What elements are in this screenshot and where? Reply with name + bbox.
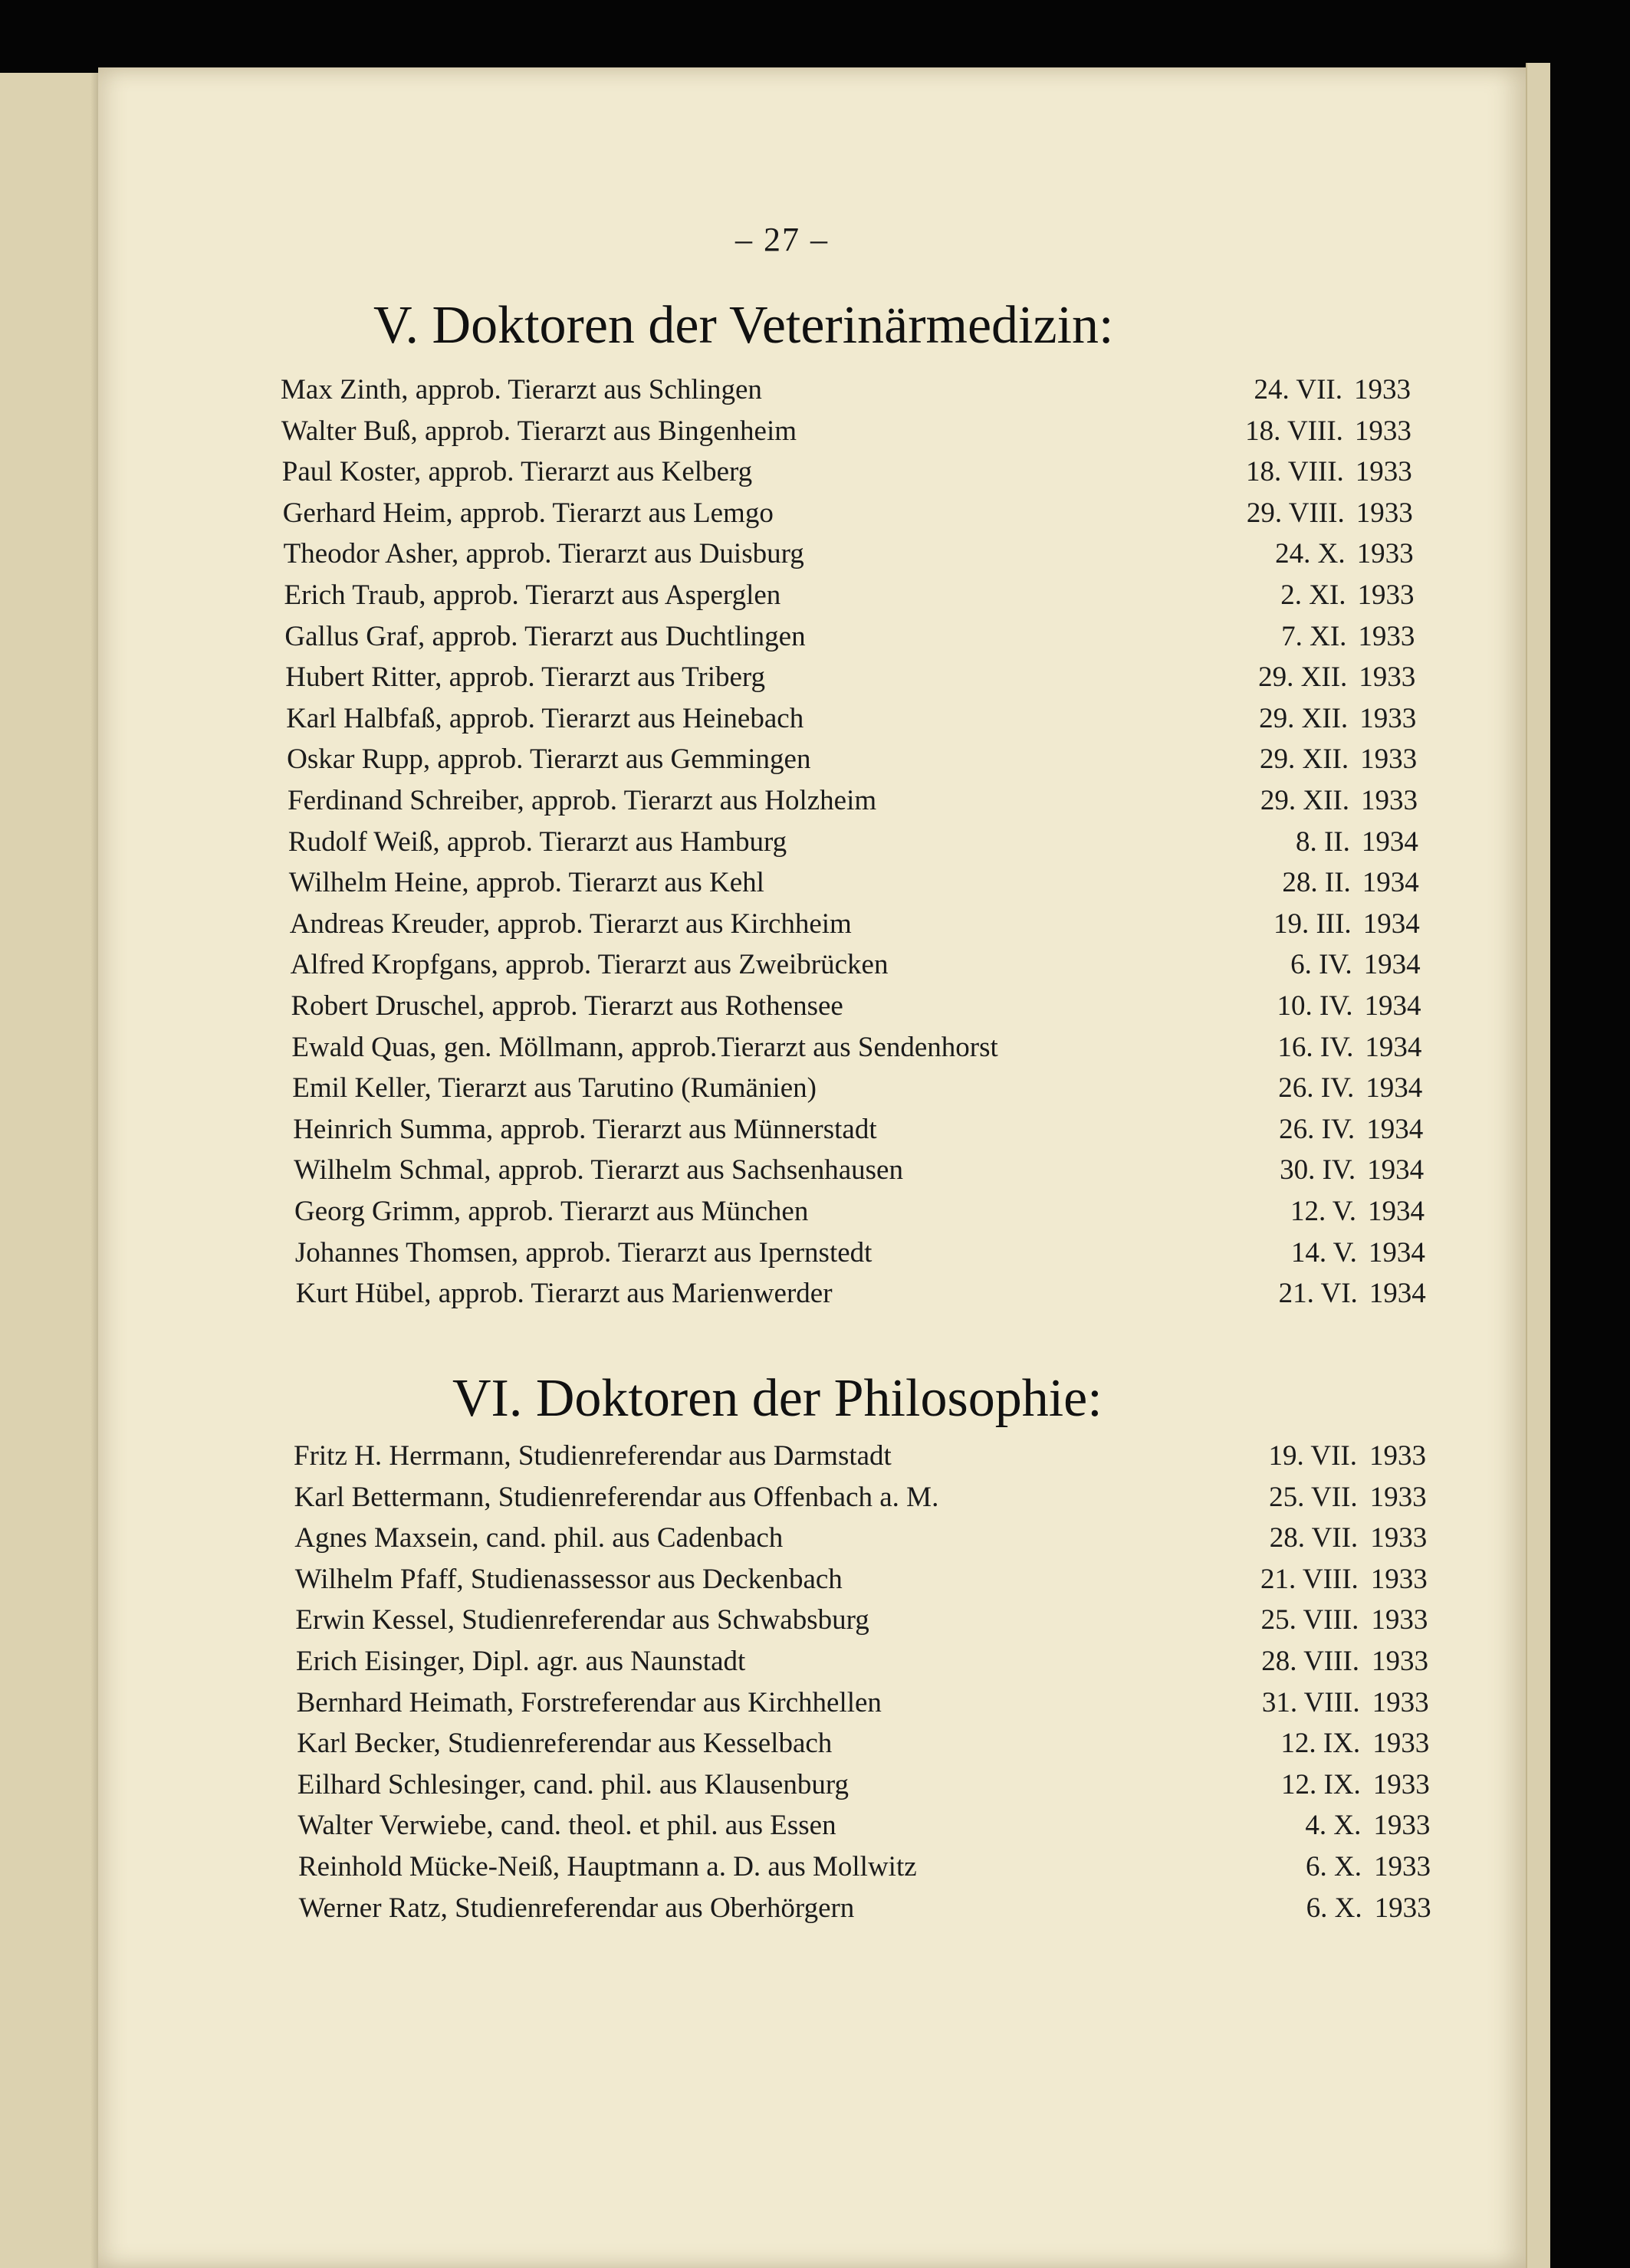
entry-date: 29. XII. xyxy=(1258,661,1348,694)
entry-name: Reinhold Mücke-Neiß, Hauptmann a. D. aus Mollwitz xyxy=(298,1851,917,1882)
entry-name: Alfred Kropfgans, approb. Tierarzt aus Zweibrücken xyxy=(290,949,889,981)
entry-year: 1933 xyxy=(1361,785,1418,816)
entry-year: 1934 xyxy=(1361,825,1418,858)
section-heading-philosophy: VI. Doktoren der Philosophie: xyxy=(452,1369,1103,1428)
list-item xyxy=(294,1195,1490,1236)
entry-year: 1933 xyxy=(1374,1892,1431,1924)
list-item xyxy=(295,1236,1491,1278)
list-item xyxy=(290,908,1486,949)
list-item xyxy=(298,1850,1494,1892)
entry-year: 1934 xyxy=(1365,1031,1422,1063)
entry-date: 12. IX. xyxy=(1281,1768,1361,1800)
entry-name: Gallus Graf, approb. Tierarzt aus Duchtlingen xyxy=(284,620,806,652)
page-number: – 27 – xyxy=(735,221,829,258)
entry-date: 21. VIII. xyxy=(1260,1563,1359,1595)
entry-name: Walter Verwiebe, cand. theol. et phil. aus Essen xyxy=(297,1810,836,1842)
list-item xyxy=(285,661,1481,702)
entry-date: 28. II. xyxy=(1282,867,1351,899)
list-item xyxy=(296,1277,1492,1318)
list-item xyxy=(284,579,1480,620)
list-item xyxy=(284,537,1480,579)
list-item xyxy=(297,1809,1494,1850)
entry-year: 1933 xyxy=(1357,579,1415,611)
list-item xyxy=(281,415,1477,456)
entry-year: 1933 xyxy=(1372,1728,1430,1760)
entry-name: Walter Buß, approb. Tierarzt aus Bingenheim xyxy=(281,415,797,447)
entry-date: 24. X. xyxy=(1275,538,1346,570)
entry-date: 6. X. xyxy=(1306,1892,1362,1924)
entry-year: 1933 xyxy=(1354,374,1411,405)
entry-date: 6. IV. xyxy=(1290,949,1352,981)
list-item xyxy=(294,1521,1490,1563)
entry-name: Karl Bettermann, Studienreferendar aus Offenbach a. M. xyxy=(294,1481,939,1513)
entry-date: 26. IV. xyxy=(1278,1072,1355,1104)
entry-date: 14. V. xyxy=(1290,1236,1357,1269)
entry-date: 16. IV. xyxy=(1277,1031,1354,1063)
entry-date: 18. VIII. xyxy=(1245,415,1343,447)
entry-year: 1934 xyxy=(1369,1278,1426,1310)
entry-name: Theodor Asher, approb. Tierarzt aus Duisburg xyxy=(283,538,804,570)
list-item xyxy=(288,825,1484,867)
entry-year: 1934 xyxy=(1368,1236,1425,1269)
entry-date: 29. XII. xyxy=(1259,743,1349,776)
list-item xyxy=(294,1481,1490,1522)
list-item xyxy=(284,620,1480,661)
entry-date: 29. XII. xyxy=(1259,702,1349,734)
entry-year: 1934 xyxy=(1362,867,1419,899)
entry-name: Georg Grimm, approb. Tierarzt aus München xyxy=(294,1196,809,1227)
list-item xyxy=(287,743,1483,784)
entry-name: Karl Becker, Studienreferendar aus Kesselbach xyxy=(297,1728,833,1760)
entry-name: Karl Halbfaß, approb. Tierarzt aus Heinebach xyxy=(286,702,804,734)
entry-name: Ferdinand Schreiber, approb. Tierarzt aus Holzheim xyxy=(288,785,877,816)
page-edge xyxy=(1526,63,1550,2268)
entry-name: Erwin Kessel, Studienreferendar aus Schwabsburg xyxy=(295,1604,869,1636)
entry-year: 1934 xyxy=(1363,949,1421,981)
left-page-edge xyxy=(0,73,100,2268)
entry-year: 1933 xyxy=(1371,1604,1428,1636)
list-item xyxy=(283,497,1479,538)
list-item xyxy=(291,990,1487,1031)
entry-year: 1933 xyxy=(1359,702,1417,734)
entry-date: 10. IV. xyxy=(1277,990,1353,1022)
list-item xyxy=(299,1892,1495,1933)
entry-date: 7. XI. xyxy=(1281,620,1347,652)
entry-date: 2. XI. xyxy=(1280,579,1346,611)
entry-date: 26. IV. xyxy=(1279,1113,1356,1145)
list-item xyxy=(286,702,1482,743)
entry-year: 1933 xyxy=(1354,415,1411,447)
entry-name: Fritz H. Herrmann, Studienreferendar aus Darmstadt xyxy=(294,1440,892,1472)
entry-year: 1933 xyxy=(1369,1440,1426,1472)
entry-name: Bernhard Heimath, Forstreferendar aus Kirchhellen xyxy=(296,1686,882,1718)
entry-date: 6. X. xyxy=(1306,1851,1362,1882)
entry-date: 19. III. xyxy=(1273,908,1352,940)
entry-year: 1934 xyxy=(1364,990,1421,1022)
entry-name: Heinrich Summa, approb. Tierarzt aus Münnerstadt xyxy=(293,1113,877,1145)
entry-year: 1933 xyxy=(1356,497,1413,529)
entry-year: 1933 xyxy=(1369,1481,1427,1513)
entry-year: 1933 xyxy=(1372,1686,1429,1718)
entry-year: 1933 xyxy=(1355,456,1412,488)
entry-date: 4. X. xyxy=(1305,1810,1362,1842)
list-item xyxy=(295,1563,1491,1604)
entry-date: 30. IV. xyxy=(1280,1154,1356,1187)
list-item xyxy=(291,948,1487,990)
entry-name: Max Zinth, approb. Tierarzt aus Schlingen xyxy=(281,374,762,405)
entry-year: 1933 xyxy=(1373,1810,1431,1842)
entry-name: Wilhelm Pfaff, Studienassessor aus Deckenbach xyxy=(294,1563,843,1595)
entry-year: 1934 xyxy=(1368,1196,1425,1227)
list-item xyxy=(297,1686,1493,1728)
entry-year: 1933 xyxy=(1370,1563,1428,1595)
entry-name: Gerhard Heim, approb. Tierarzt aus Lemgo xyxy=(282,497,774,529)
entry-date: 28. VIII. xyxy=(1261,1646,1359,1677)
entry-date: 29. XII. xyxy=(1260,785,1349,816)
entry-name: Ewald Quas, gen. Möllmann, approb.Tierarzt aus Sendenhorst xyxy=(291,1031,998,1063)
entry-name: Erich Traub, approb. Tierarzt aus Asperglen xyxy=(284,579,781,611)
entry-name: Werner Ratz, Studienreferendar aus Oberhörgern xyxy=(298,1892,855,1924)
entry-name: Oskar Rupp, approb. Tierarzt aus Gemmingen xyxy=(287,743,811,776)
entry-name: Hubert Ritter, approb. Tierarzt aus Triberg xyxy=(285,661,766,694)
entry-year: 1934 xyxy=(1366,1113,1424,1145)
entry-date: 21. VI. xyxy=(1278,1278,1358,1310)
entry-date: 25. VII. xyxy=(1269,1481,1358,1513)
entry-year: 1934 xyxy=(1362,908,1420,940)
entry-date: 18. VIII. xyxy=(1246,456,1344,488)
list-item xyxy=(291,1031,1487,1072)
entry-date: 29. VIII. xyxy=(1246,497,1345,529)
entry-name: Rudolf Weiß, approb. Tierarzt aus Hamburg xyxy=(288,825,787,858)
entry-year: 1933 xyxy=(1372,1768,1430,1800)
list-item xyxy=(297,1727,1493,1768)
entry-date: 12. IX. xyxy=(1280,1728,1361,1760)
entry-year: 1933 xyxy=(1356,538,1414,570)
entry-name: Wilhelm Schmal, approb. Tierarzt aus Sachsenhausen xyxy=(294,1154,903,1187)
list-item xyxy=(288,784,1484,825)
entry-name: Andreas Kreuder, approb. Tierarzt aus Kirchheim xyxy=(289,908,852,940)
entry-year: 1934 xyxy=(1365,1072,1423,1104)
entry-name: Kurt Hübel, approb. Tierarzt aus Marienwerder xyxy=(295,1278,833,1310)
list-item xyxy=(289,866,1485,908)
list-item xyxy=(295,1603,1491,1645)
entry-year: 1933 xyxy=(1374,1851,1431,1882)
entry-date: 31. VIII. xyxy=(1261,1686,1360,1718)
list-item xyxy=(294,1154,1490,1195)
section-heading-veterinary: V. Doktoren der Veterinärmedizin: xyxy=(373,296,1114,355)
entry-name: Robert Druschel, approb. Tierarzt aus Rothensee xyxy=(291,990,843,1022)
entry-name: Agnes Maxsein, cand. phil. aus Cadenbach xyxy=(294,1522,784,1554)
entry-date: 28. VII. xyxy=(1269,1522,1359,1554)
list-item xyxy=(297,1768,1494,1810)
entry-date: 12. V. xyxy=(1290,1196,1356,1227)
entry-name: Erich Eisinger, Dipl. agr. aus Naunstadt xyxy=(296,1646,746,1677)
entry-date: 25. VIII. xyxy=(1260,1604,1359,1636)
entry-year: 1933 xyxy=(1372,1646,1428,1677)
list-item xyxy=(293,1113,1489,1154)
entry-year: 1933 xyxy=(1359,661,1416,694)
entry-name: Johannes Thomsen, approb. Tierarzt aus Ipernstedt xyxy=(294,1236,873,1269)
entry-date: 19. VII. xyxy=(1268,1440,1357,1472)
list-item xyxy=(281,373,1477,415)
entry-name: Emil Keller, Tierarzt aus Tarutino (Rumänien) xyxy=(292,1072,817,1104)
entry-name: Paul Koster, approb. Tierarzt aus Kelberg xyxy=(281,456,753,488)
entry-date: 8. II. xyxy=(1295,825,1350,858)
entry-year: 1933 xyxy=(1358,620,1415,652)
entry-name: Wilhelm Heine, approb. Tierarzt aus Kehl xyxy=(288,867,764,899)
list-item xyxy=(296,1645,1492,1686)
entry-name: Eilhard Schlesinger, cand. phil. aus Klausenburg xyxy=(297,1768,849,1800)
entry-year: 1933 xyxy=(1360,743,1418,776)
list-item xyxy=(294,1439,1490,1481)
entry-year: 1933 xyxy=(1370,1522,1428,1554)
list-item xyxy=(292,1072,1488,1113)
list-item xyxy=(282,455,1478,497)
entry-date: 24. VII. xyxy=(1254,374,1342,405)
entry-year: 1934 xyxy=(1367,1154,1425,1187)
